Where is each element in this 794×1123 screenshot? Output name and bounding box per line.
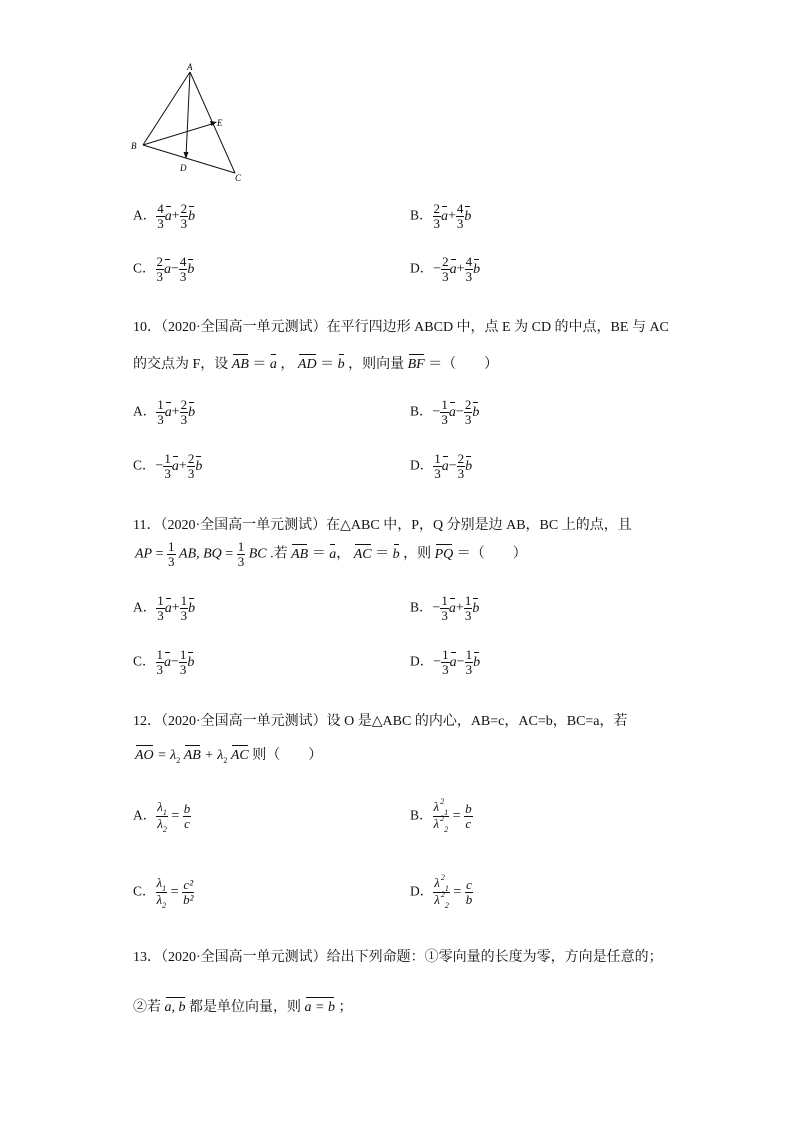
- question-10-line1: 10．（2020·全国高一单元测试）在平行四边形 ABCD 中，点 E 为 CD 的中点，BE 与 AC: [133, 320, 669, 335]
- side-num: b: [183, 801, 191, 816]
- q11-ze: ，则: [403, 546, 432, 562]
- option-letter: B．: [410, 599, 433, 615]
- q11-vector-pq: PQ: [434, 546, 454, 562]
- option-letter: C．: [133, 883, 156, 899]
- coef1-num: 1: [442, 647, 449, 662]
- coef1-num: 1: [157, 593, 164, 608]
- q11-option-a[interactable]: [133, 594, 195, 623]
- option-op: +: [456, 261, 465, 277]
- lambda-den-symbol: λ: [433, 816, 440, 831]
- side-num: b: [465, 801, 472, 816]
- option-coef2: [180, 202, 189, 231]
- option-coef1: [156, 255, 165, 284]
- q9-option-b[interactable]: [410, 202, 471, 231]
- square-mark: 2: [440, 890, 445, 899]
- q10-vector-ad: AD: [297, 357, 317, 372]
- side-bc: [143, 145, 235, 173]
- option-coef2: [465, 648, 474, 677]
- option-coef2: [179, 648, 188, 677]
- option-op: +: [178, 458, 187, 474]
- q10-end: ＝（ ）: [428, 357, 499, 372]
- coef2-den: 3: [179, 662, 187, 677]
- q12-option-c[interactable]: [133, 876, 194, 909]
- q11-eq: =: [155, 546, 164, 562]
- question-12-line2: [135, 744, 322, 764]
- lambda-num-symbol: λ: [156, 875, 163, 890]
- q10-option-a[interactable]: [133, 398, 195, 427]
- q10-eq2: ＝: [320, 357, 335, 372]
- lambda-den-sub: 2: [444, 825, 449, 834]
- option-vec1: a: [449, 261, 457, 277]
- option-letter: C．: [133, 457, 156, 473]
- side-num: c: [466, 877, 472, 892]
- option-letter: B．: [410, 207, 433, 223]
- q11-eq2: =: [225, 546, 234, 562]
- question-13-line1: 13．（2020·全国高一单元测试）给出下列命题：①零向量的长度为零，方向是任意的；: [133, 950, 663, 965]
- coef1-den: 3: [434, 466, 441, 481]
- coef1-den: 3: [156, 662, 164, 677]
- coef2-den: 3: [457, 466, 465, 481]
- coef1-den: 3: [157, 412, 164, 427]
- q13-text-e: ；: [338, 1000, 353, 1015]
- option-vec1: a: [164, 654, 172, 670]
- q9-option-a[interactable]: [133, 202, 195, 231]
- triangle-figure: [125, 60, 255, 185]
- q11-vector-b: b: [392, 546, 400, 562]
- option-sign: −: [433, 654, 442, 670]
- lambda-num-sub: 1: [162, 808, 167, 817]
- lambda-den: [433, 814, 450, 834]
- q12-plus-lambda: + λ: [200, 748, 224, 763]
- question-11-line2: AP = $\frac{1}{3}$ AB, BQ = $\frac{1}{3}$ BC .若 AB ＝ a， AC ＝ b ，则 PQ ＝（ ）: [135, 539, 527, 569]
- q11-option-d[interactable]: [410, 648, 480, 677]
- q10-option-d[interactable]: [410, 452, 472, 481]
- option-sign: −: [155, 458, 164, 474]
- option-op: +: [171, 600, 180, 616]
- coef2-num: 1: [464, 593, 472, 608]
- q12-sub1: 2: [176, 756, 181, 765]
- option-coef1: [156, 202, 165, 231]
- lambda-den: [156, 893, 168, 909]
- q11-frac1: [167, 540, 176, 569]
- coef2-num: 2: [187, 451, 195, 466]
- q11-eq4: ＝: [375, 546, 390, 562]
- q10-vector-bf: BF: [407, 357, 425, 372]
- label-a: A: [187, 62, 193, 72]
- side-ratio: [183, 802, 192, 831]
- q11-ruo: .若: [270, 546, 288, 562]
- equals-sign: =: [449, 808, 465, 824]
- coef1-den: 3: [441, 412, 448, 427]
- lambda-num: [156, 800, 168, 817]
- coef1-num: 2: [156, 254, 164, 269]
- option-vec2: b: [195, 458, 203, 474]
- coef1-den: 3: [164, 466, 171, 481]
- coef2-den: 3: [464, 412, 472, 427]
- option-coef2: [180, 398, 189, 427]
- q11-vector-a: a: [329, 546, 337, 562]
- q12-option-a[interactable]: [133, 800, 191, 833]
- option-letter: C．: [133, 653, 156, 669]
- coef1-den: 3: [441, 608, 448, 623]
- lambda-num-symbol: λ: [433, 799, 440, 814]
- coef2-den: 3: [187, 466, 195, 481]
- coef1-num: 2: [442, 254, 449, 269]
- option-vec2: b: [473, 654, 481, 670]
- option-letter: B．: [410, 807, 433, 823]
- lambda-num: [156, 876, 168, 893]
- option-coef1: [440, 594, 449, 623]
- option-letter: A．: [133, 807, 157, 823]
- q12-option-b[interactable]: [410, 797, 473, 834]
- q13-text-a: ②若: [133, 1000, 161, 1015]
- option-coef1: [441, 255, 450, 284]
- option-vec1: a: [164, 208, 172, 224]
- side-ratio: [465, 878, 474, 907]
- coef2-den: 3: [464, 608, 472, 623]
- coef2-num: 1: [180, 593, 188, 608]
- q11-ab-bq: AB, BQ: [179, 546, 222, 562]
- lambda-den-symbol: λ: [156, 892, 163, 907]
- option-vec2: b: [473, 261, 481, 277]
- q12-vector-ac: AC: [230, 748, 249, 763]
- q10-vector-a: a: [269, 357, 277, 372]
- q10-comma: ，: [280, 357, 295, 372]
- q10-vector-ab: AB: [231, 357, 249, 372]
- lambda-den-symbol: λ: [157, 816, 163, 831]
- side-den: c: [465, 816, 472, 831]
- option-vec1: a: [448, 600, 456, 616]
- option-vec2: b: [187, 261, 195, 277]
- option-coef1: [156, 398, 165, 427]
- coef1-num: 1: [441, 397, 448, 412]
- option-coef1: [433, 452, 442, 481]
- q10-vector-b: b: [337, 357, 345, 372]
- side-den: c: [184, 816, 190, 831]
- option-coef1: [433, 202, 442, 231]
- lambda-num-sub: 1: [444, 808, 449, 817]
- lambda-den: [156, 817, 168, 833]
- q10-text-a: 的交点为 F，设: [133, 357, 229, 372]
- option-letter: A．: [133, 403, 157, 419]
- q13-vec-eq: a = b: [304, 1000, 335, 1015]
- q10-text-then: ，则向量: [348, 357, 405, 372]
- option-vec1: a: [164, 600, 172, 616]
- lambda-den-sub: 2: [162, 901, 167, 910]
- segment-be: [143, 123, 215, 145]
- option-op: +: [171, 404, 180, 420]
- q11-option-b[interactable]: [410, 594, 479, 623]
- q13-text-c: 都是单位向量，则: [189, 1000, 301, 1015]
- option-op: +: [171, 208, 180, 224]
- option-vec2: b: [188, 404, 196, 420]
- coef1-den: 3: [442, 662, 449, 677]
- option-coef2: [456, 202, 465, 231]
- square-mark: 2: [440, 797, 445, 806]
- option-op: −: [171, 261, 179, 277]
- coef2-den: 3: [179, 269, 187, 284]
- question-12-line1: 12．（2020·全国高一单元测试）设 O 是△ABC 的内心，AB=c，AC=b，BC=a，若: [133, 714, 628, 729]
- option-vec1: a: [449, 654, 457, 670]
- option-coef2: [179, 255, 188, 284]
- q11-end: ＝（ ）: [456, 546, 527, 562]
- coef2-den: 3: [465, 662, 473, 677]
- q11-bc: BC: [248, 546, 267, 562]
- q11-vector-ab: AB: [291, 546, 309, 562]
- option-vec2: b: [187, 654, 195, 670]
- coef2-den: 3: [180, 608, 188, 623]
- coef1-num: 1: [164, 451, 171, 466]
- q11-frac2-den: 3: [237, 554, 245, 569]
- question-11-line1: 11．（2020·全国高一单元测试）在△ABC 中，P，Q 分别是边 AB，BC 上的点，且: [133, 518, 632, 533]
- option-letter: D．: [410, 457, 434, 473]
- option-sign: −: [432, 404, 441, 420]
- option-coef1: [156, 648, 165, 677]
- q11-frac1-den: 3: [168, 554, 175, 569]
- coef1-den: 3: [157, 216, 164, 231]
- lambda-den-sub: 2: [444, 901, 449, 910]
- lambda-num-sub: 1: [162, 884, 167, 893]
- q11-frac2-num: 1: [237, 539, 245, 554]
- label-c: C: [235, 173, 242, 183]
- option-coef1: [441, 648, 450, 677]
- option-vec2: b: [465, 458, 473, 474]
- coef2-den: 3: [456, 216, 464, 231]
- option-letter: D．: [410, 653, 434, 669]
- coef2-num: 1: [179, 647, 187, 662]
- option-letter: D．: [410, 260, 434, 276]
- option-coef2: [464, 594, 473, 623]
- lambda-den-sub: 2: [162, 825, 167, 834]
- coef1-num: 1: [441, 593, 448, 608]
- option-op: −: [456, 654, 465, 670]
- q11-eq3: ＝: [311, 546, 326, 562]
- equals-sign: =: [167, 808, 183, 824]
- side-num: c²: [183, 877, 194, 892]
- option-op: −: [455, 404, 464, 420]
- option-sign: −: [432, 600, 441, 616]
- q11-frac1-num: 1: [168, 539, 175, 554]
- option-letter: A．: [133, 207, 157, 223]
- coef1-num: 4: [157, 201, 164, 216]
- q13-vectors-ab: a, b: [164, 1000, 186, 1015]
- option-coef2: [180, 594, 189, 623]
- option-vec1: a: [164, 404, 172, 420]
- option-letter: D．: [410, 883, 434, 899]
- q12-option-d[interactable]: [410, 873, 473, 910]
- option-coef1: [156, 594, 165, 623]
- option-vec1: a: [441, 208, 449, 224]
- equals-sign: =: [449, 884, 465, 900]
- q12-eq-lambda: = λ: [153, 748, 177, 763]
- side-den: b: [465, 892, 473, 907]
- option-sign: −: [433, 261, 442, 277]
- coef1-num: 2: [433, 201, 441, 216]
- option-letter: B．: [410, 403, 433, 419]
- lambda-den-symbol: λ: [434, 892, 440, 907]
- label-d: D: [180, 163, 187, 173]
- q12-end: 则（ ）: [252, 748, 323, 763]
- lambda-num-symbol: λ: [434, 875, 440, 890]
- option-op: +: [455, 600, 464, 616]
- coef1-den: 3: [433, 216, 441, 231]
- segment-ad: [186, 72, 190, 157]
- q10-option-c[interactable]: [133, 452, 202, 481]
- lambda-ratio: [433, 873, 450, 910]
- q10-eq1: ＝: [252, 357, 267, 372]
- coef1-den: 3: [442, 269, 449, 284]
- label-e: E: [217, 118, 223, 128]
- option-op: −: [448, 458, 457, 474]
- option-vec1: a: [164, 261, 172, 277]
- option-vec2: b: [188, 208, 196, 224]
- coef1-num: 1: [156, 647, 164, 662]
- lambda-ratio: [433, 797, 450, 834]
- lambda-ratio: [156, 876, 168, 909]
- coef1-den: 3: [156, 269, 164, 284]
- equals-sign: =: [167, 884, 183, 900]
- q9-option-d[interactable]: [410, 255, 480, 284]
- question-13-line2: [133, 996, 352, 1016]
- option-vec2: b: [472, 404, 480, 420]
- coef2-num: 2: [180, 201, 188, 216]
- coef2-num: 2: [457, 451, 465, 466]
- coef1-num: 1: [434, 451, 441, 466]
- square-mark: 2: [440, 814, 445, 823]
- coef2-num: 4: [179, 254, 187, 269]
- q11-frac2: [237, 540, 246, 569]
- q12-sub2: 2: [223, 756, 228, 765]
- option-letter: C．: [133, 260, 156, 276]
- option-coef2: [457, 452, 466, 481]
- lambda-num-sub: 1: [444, 884, 449, 893]
- option-coef1: [163, 452, 172, 481]
- coef1-num: 1: [157, 397, 164, 412]
- option-coef2: [187, 452, 196, 481]
- q10-option-b[interactable]: [410, 398, 479, 427]
- option-vec2: b: [188, 600, 196, 616]
- coef2-num: 2: [180, 397, 188, 412]
- label-b: B: [131, 141, 137, 151]
- q12-vector-ab: AB: [183, 748, 201, 763]
- option-vec1: a: [448, 404, 456, 420]
- side-ab: [143, 72, 190, 145]
- coef2-num: 4: [465, 254, 473, 269]
- coef2-num: 2: [464, 397, 472, 412]
- q11-vector-ac: AC: [353, 546, 372, 562]
- q11-option-c[interactable]: [133, 648, 194, 677]
- side-ratio: [464, 802, 473, 831]
- q9-option-c[interactable]: [133, 255, 194, 284]
- option-letter: A．: [133, 599, 157, 615]
- coef2-num: 4: [456, 201, 464, 216]
- option-vec2: b: [464, 208, 472, 224]
- side-ratio: [182, 878, 194, 907]
- lambda-den: [433, 890, 450, 910]
- question-10-line2: [133, 353, 498, 373]
- option-op: −: [171, 654, 179, 670]
- option-vec1: a: [171, 458, 179, 474]
- coef2-den: 3: [465, 269, 473, 284]
- coef2-num: 1: [465, 647, 473, 662]
- option-vec1: a: [441, 458, 449, 474]
- option-coef1: [440, 398, 449, 427]
- side-den: b²: [183, 892, 194, 907]
- coef1-den: 3: [157, 608, 164, 623]
- square-mark: 2: [440, 873, 445, 882]
- q12-vector-ao: AO: [135, 748, 154, 763]
- coef2-den: 3: [180, 412, 188, 427]
- lambda-num-symbol: λ: [157, 799, 163, 814]
- lambda-ratio: [156, 800, 168, 833]
- coef2-den: 3: [180, 216, 188, 231]
- option-vec2: b: [472, 600, 480, 616]
- option-coef2: [464, 398, 473, 427]
- option-op: +: [448, 208, 456, 224]
- q11-ap: AP: [135, 546, 153, 562]
- option-coef2: [465, 255, 474, 284]
